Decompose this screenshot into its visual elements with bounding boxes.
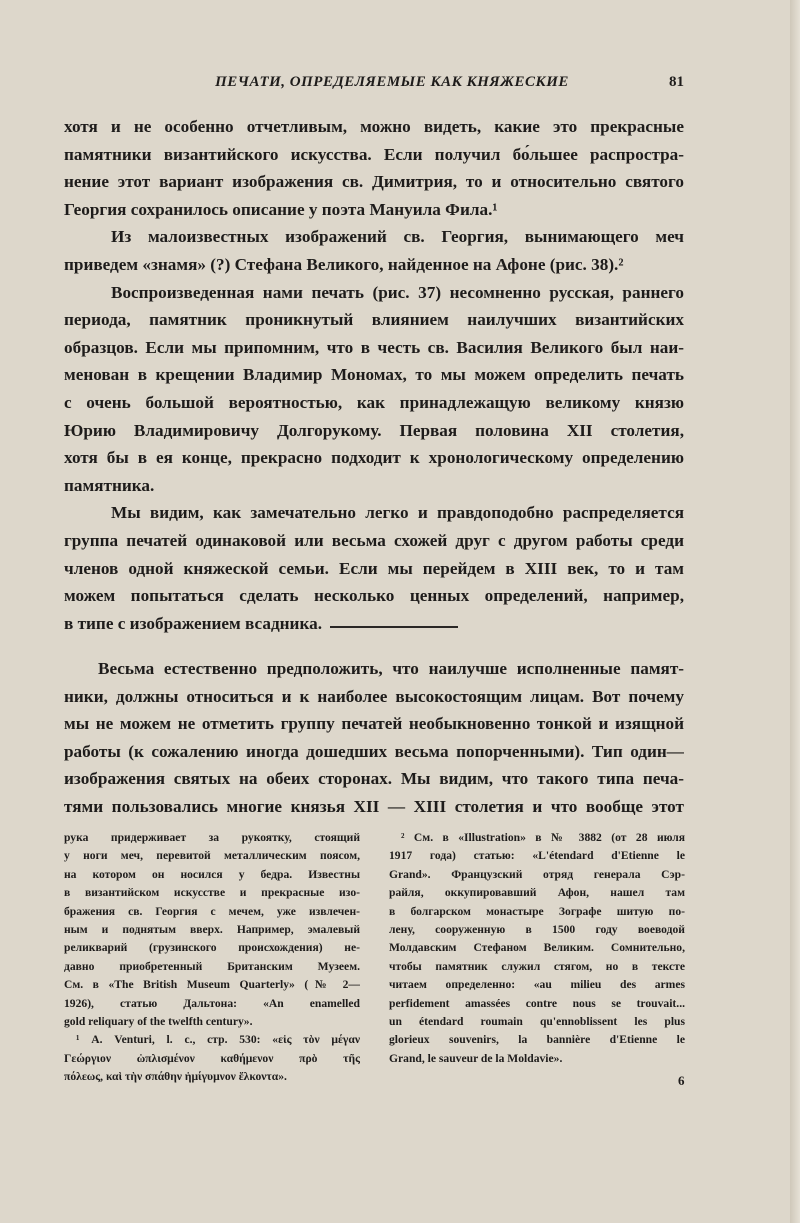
footnote-line: рука придерживает за рукоятку, стоящий xyxy=(64,831,360,844)
text-line: членов одной княжеской семьи. Если мы перейдем в XIII век, то и там xyxy=(64,558,684,578)
footnote-line: реликварий (грузинского происхождения) не- xyxy=(64,941,360,955)
text-line: хотя бы в ея конце, прекрасно подходит к хронологическому определению xyxy=(64,448,684,468)
section-divider xyxy=(330,626,458,628)
text-line: изображения святых на обеих сторонах. Мы видим, что такого типа печа- xyxy=(64,769,684,789)
text-line: тями пользовались многие князья XII — XIII столетия и что вообще этот xyxy=(64,796,684,816)
main-text-section-2 xyxy=(64,655,684,821)
footnote-line: на котором он носился у бедра. Известны xyxy=(64,867,360,881)
text-line: мы не можем не отметить группу печатей необыкновенно тонкой и изящной xyxy=(64,714,684,734)
footnote-line: читаем определенно: «au milieu des armes xyxy=(389,978,685,992)
footnote-line: πόλεως, καὶ τὴν σπάθην ἡμίγυμνον ἕλκοντα». xyxy=(64,1070,287,1084)
page-number: 81 xyxy=(669,74,684,90)
footnote-line: у ноги меч, перевитой металлическим поясом, xyxy=(64,849,360,863)
text-line: памятники византийского искусства. Если получил бо́льшее распростра- xyxy=(64,144,684,164)
page-header xyxy=(100,74,684,100)
main-text-section-1 xyxy=(64,113,684,637)
footnote-line: Молдавским Стефаном Великим. Сомнительно, xyxy=(389,941,685,955)
text-line: в типе с изображением всадника. xyxy=(64,613,322,633)
footnote-line: в болгарском монастыре Зографе шитую по- xyxy=(389,904,685,918)
footnote-line: un étendard roumain qu'ennoblissent les plus xyxy=(389,1015,685,1029)
footnote-line: glorieux souvenirs, la bannière d'Etienne le xyxy=(389,1033,685,1047)
text-line: нение этот вариант изображения св. Димитрия, то и относительно святого xyxy=(64,172,684,192)
text-line: памятника. xyxy=(64,475,155,495)
text-line: приведем «знамя» (?) Стефана Великого, найденное на Афоне (рис. 38).² xyxy=(64,254,624,274)
footnote-line: См. в «The British Museum Quarterly» (№ 2— xyxy=(64,978,360,992)
text-line: работы (к сожалению иногда дошедших весьма попорченными). Тип один— xyxy=(64,741,684,761)
footnote-line: чтобы памятник служил стягом, но в тексте xyxy=(389,959,685,973)
text-line: хотя и не особенно отчетливым, можно видеть, какие это прекрасные xyxy=(64,117,684,136)
text-line: Юрию Владимировичу Долгорукому. Первая половина XII столетия, xyxy=(64,420,684,440)
running-title: ПЕЧАТИ, ОПРЕДЕЛЯЕМЫЕ КАК КНЯЖЕСКИЕ xyxy=(215,74,569,90)
footnote-line: perfidement amassées contre nous se trouvait... xyxy=(389,996,685,1010)
text-line: Из малоизвестных изображений св. Георгия, вынимающего меч xyxy=(111,227,684,247)
text-line: Весьма естественно предположить, что наилучше исполненные памят- xyxy=(98,659,684,678)
signature-mark: 6 xyxy=(678,1073,685,1088)
footnote-line: gold reliquary of the twelfth century». xyxy=(64,1015,253,1029)
footnote-line: ным и поднятым вверх. Например, эмалевый xyxy=(64,923,360,937)
page-edge xyxy=(790,0,800,1223)
footnote-line: ¹ А. Venturi, l. c., стр. 530: «εἰς τὸν μέγαν xyxy=(76,1033,360,1047)
text-line: менован в крещении Владимир Мономах, то мы можем определить печать xyxy=(64,365,684,385)
footnote-line: ² См. в «Illustration» в № 3882 (от 28 июля xyxy=(401,831,685,844)
text-line: периода, памятник проникнутый влиянием наилучших византийских xyxy=(64,310,684,330)
footnote-line: в византийском искусстве и прекрасные изо- xyxy=(64,886,360,900)
footnotes-right-column xyxy=(389,829,685,1068)
text-line: Воспроизведенная нами печать (рис. 37) несомненно русская, раннего xyxy=(111,282,684,302)
text-line: группа печатей одинаковой или весьма схожей друг с другом работы среди xyxy=(64,530,684,550)
footnote-line: Grand, le sauveur de la Moldavie». xyxy=(389,1051,563,1065)
footnote-line: Γεώργιον ὡπλισμένον καθήμενον πρὸ τῆς xyxy=(64,1051,360,1065)
footnote-line: давно приобретенный Британским Музеем. xyxy=(64,959,360,973)
text-line: можем попытаться сделать несколько ценных определений, например, xyxy=(64,586,684,606)
footnote-line: райля, оккупировавший Афон, нашел там xyxy=(389,886,685,900)
footnote-line: 1917 года) статью: «L'étendard d'Etienne le xyxy=(389,849,685,863)
text-line: Мы видим, как замечательно легко и правдоподобно распределяется xyxy=(111,503,684,523)
text-line: Георгия сохранилось описание у поэта Мануила Фила.¹ xyxy=(64,199,498,219)
footnote-line: Grand». Французский отряд генерала Сэр- xyxy=(389,867,685,881)
footnotes-left-column xyxy=(64,829,360,1087)
footnote-line: 1926), статью Дальтона: «An enamelled xyxy=(64,996,360,1010)
footnote-line: бражения св. Георгия с мечем, уже извлечен- xyxy=(64,904,360,918)
text-line: с очень большой вероятностью, как принадлежащую великому князю xyxy=(64,392,684,412)
text-line: образцов. Если мы припомним, что в честь св. Василия Великого был наи- xyxy=(64,337,684,357)
footnote-line: лену, сооруженную в 1500 году воеводой xyxy=(389,923,685,937)
text-line: ники, должны относиться и к наиболее высокостоящим лицам. Вот почему xyxy=(64,686,684,706)
